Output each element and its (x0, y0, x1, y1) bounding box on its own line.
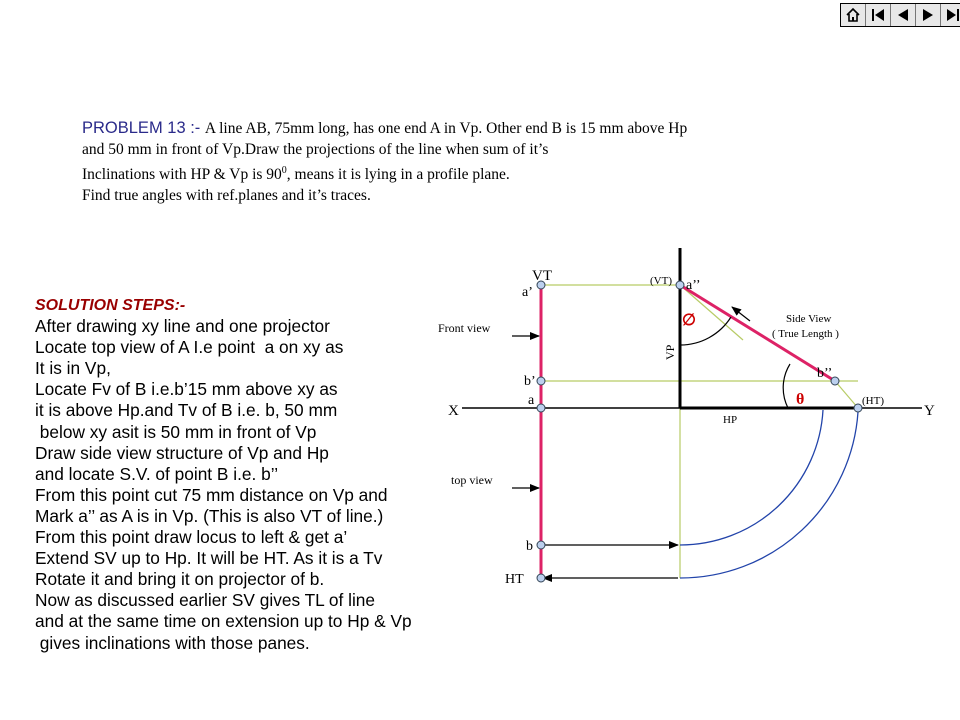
problem-line-4: Find true angles with ref.planes and it’s traces. (82, 187, 371, 205)
solution-steps-title: SOLUTION STEPS:- (35, 297, 186, 314)
label-top-view: top view (451, 473, 493, 487)
step-line: Mark a’’ as A is in Vp. (This is also VT of line.) (35, 505, 384, 526)
rotation-arc-b (680, 410, 823, 545)
step-line: it is above Hp.and Tv of B i.e. b, 50 mm (35, 400, 338, 421)
step-line: gives inclinations with those panes. (35, 632, 310, 653)
point-ht (537, 574, 545, 582)
step-line: below xy asit is 50 mm in front of Vp (35, 421, 317, 442)
label-theta: θ (796, 391, 805, 408)
theta-angle-arc (783, 364, 790, 408)
step-line: From this point draw locus to left & get a’ (35, 527, 348, 548)
point-a (537, 404, 545, 412)
label-b-dash: b’ (524, 374, 536, 389)
problem-heading: PROBLEM 13 :- (82, 119, 205, 137)
label-y: Y (924, 403, 935, 419)
label-vt-bracket: (VT) (650, 275, 672, 287)
degree-superscript: 0 (281, 165, 287, 176)
label-phi: ∅ (682, 312, 696, 329)
label-ht-bracket: (HT) (862, 395, 884, 407)
problem-line-1: A line AB, 75mm long, has one end A in Vp. Other end B is 15 mm above Hp (204, 120, 688, 137)
point-b (537, 541, 545, 549)
label-a-dash: a’ (522, 285, 533, 300)
label-hp: HP (723, 414, 738, 426)
step-line: After drawing xy line and one projector (35, 316, 330, 337)
step-line: Now as discussed earlier SV gives TL of line (35, 590, 376, 611)
point-b-dash (537, 377, 545, 385)
problem-line-3b: , means it is lying in a profile plane. (286, 166, 510, 184)
step-line: From this point cut 75 mm distance on Vp and (35, 484, 388, 505)
problem-line-2: and 50 mm in front of Vp.Draw the projections of the line when sum of it’s (82, 141, 549, 158)
point-a-ddash (676, 281, 684, 289)
point-ht-side (854, 404, 862, 412)
step-line: Draw side view structure of Vp and Hp (35, 442, 329, 463)
label-vt: VT (532, 268, 552, 284)
label-b-ddash: b’’ (817, 366, 833, 381)
step-line: and locate S.V. of point B i.e. b’’ (35, 463, 279, 484)
label-x: X (448, 403, 459, 419)
label-true-length: ( True Length ) (772, 328, 839, 340)
label-front-view: Front view (438, 321, 491, 335)
step-line: Rotate it and bring it on projector of b. (35, 569, 325, 590)
label-a-ddash: a’’ (686, 278, 701, 293)
label-vp: VP (663, 344, 677, 360)
label-b: b (526, 539, 533, 554)
label-a: a (528, 393, 535, 408)
step-line: Locate top view of A I.e point a on xy as (35, 337, 344, 358)
step-line: Locate Fv of B i.e.b’15 mm above xy as (35, 379, 338, 400)
label-ht: HT (505, 572, 524, 587)
rotation-arc-ht (680, 412, 858, 578)
problem-line-3a: Inclinations with HP & Vp is 90 (82, 166, 282, 184)
step-line: and at the same time on extension up to Hp & Vp (35, 611, 412, 632)
step-line: It is in Vp, (35, 358, 111, 379)
label-side-view: Side View (786, 313, 832, 325)
step-line: Extend SV up to Hp. It will be HT. As it is a Tv (35, 548, 383, 569)
sv-extension-to-hp (835, 381, 858, 408)
